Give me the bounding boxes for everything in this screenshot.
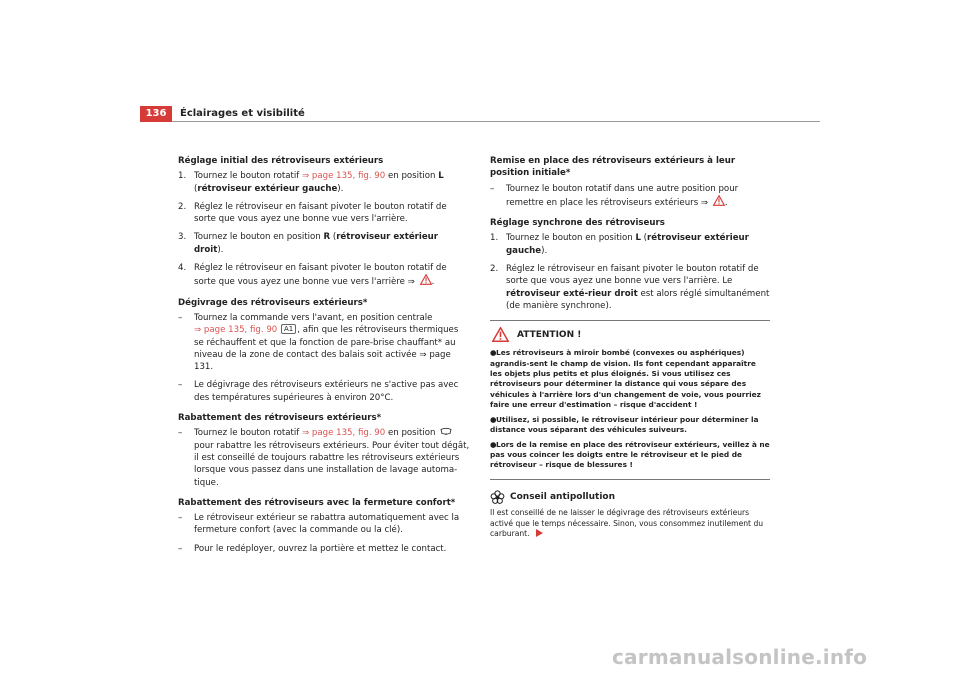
item-marker: 3.	[178, 232, 187, 243]
page-number: 136	[140, 106, 172, 122]
list-item: – Le rétroviseur extérieur se rabattra automatiquement avec la fermeture confort (avec la commande ou la clé).	[178, 513, 460, 536]
item-marker: –	[490, 183, 495, 194]
list-item: 1. Tournez le bouton en position L (rétroviseur extérieur gauche).	[490, 233, 749, 256]
position-badge: A1	[281, 324, 296, 334]
page-link[interactable]: ⇒ page 135, fig. 90	[194, 325, 278, 336]
right-column	[490, 155, 770, 540]
list-item: 1. Tournez le bouton rotatif ⇒ page 135, fig. 90 en position L (rétroviseur extérieur gauche).	[178, 171, 444, 194]
item-marker: 2.	[178, 201, 187, 212]
section-heading-defrost: Dégivrage des rétroviseurs extérieurs*	[178, 297, 368, 308]
attention-bullet: ● Lors de la remise en place des rétroviseur extérieurs, veillez à ne pas vous coincer les doigts entre le rétroviseur et le pied de rétroviseur – risque de blessures !	[490, 439, 770, 470]
list-item: 4. Réglez le rétroviseur en faisant pivoter le bouton rotatif de sorte que vous ayez une bonne vue vers l'arrière ⇒ .	[178, 263, 447, 288]
list-item: 2. Réglez le rétroviseur en faisant pivoter le bouton rotatif de sorte que vous ayez une bonne vue vers l'arrière. Le rétroviseur exté-rieur droit est alors réglé simultanément (de manière synchrone).	[490, 264, 770, 311]
item-marker: –	[178, 312, 183, 323]
eco-tip-title: Conseil antipollution	[510, 492, 616, 503]
watermark: carmanualsonline.info	[612, 645, 868, 669]
item-marker: 4.	[178, 263, 187, 274]
eco-tip	[490, 490, 770, 540]
page-link[interactable]: ⇒ page 135, fig. 90	[301, 428, 386, 439]
item-marker: –	[178, 428, 183, 439]
left-column	[178, 155, 470, 561]
attention-box	[490, 320, 770, 479]
eco-tip-text: Il est conseillé de ne laisser le dégivrage des rétroviseurs extérieurs activé que le temps nécessaire. Sinon, vous consommez inutilement du carburant.	[490, 507, 764, 539]
section-heading-fold: Rabattement des rétroviseurs extérieurs*	[178, 413, 382, 424]
attention-bullet: ● Les rétroviseurs à miroir bombé (convexes ou asphériques) agrandis-sent le champ de vision. Ils font cependant apparaître les objets plus petits et plus éloignés. Si vous utilisez ces rétroviseurs pour déterminer la distance qui vous sépare des véhicules à l'arrière lors d'un changement de voie, vous pourriez faire une erreur d'estimation – risque d'accident !	[490, 348, 761, 410]
page-link[interactable]: ⇒ page 135, fig. 90	[301, 171, 386, 182]
warning-triangle-icon[interactable]	[713, 195, 725, 206]
page-header	[140, 106, 820, 122]
mirror-fold-icon	[440, 427, 452, 435]
next-page-arrow-icon[interactable]	[536, 529, 543, 537]
section-heading-initial-adjust: Réglage initial des rétroviseurs extérieurs	[178, 156, 384, 166]
list-item: 3. Tournez le bouton en position R (rétroviseur extérieur droit).	[178, 232, 439, 255]
item-marker: 1.	[490, 233, 499, 244]
attention-title: ATTENTION !	[517, 329, 582, 340]
section-heading-reset-position: Remise en place des rétroviseurs extérieurs à leur position initiale*	[490, 156, 736, 179]
eco-tip-header	[490, 490, 770, 505]
warning-triangle-icon[interactable]	[420, 274, 432, 285]
attention-header	[490, 327, 770, 342]
eco-flower-icon	[490, 490, 505, 505]
item-marker: –	[178, 513, 183, 524]
warning-triangle-icon	[492, 327, 509, 342]
item-marker: 2.	[490, 264, 499, 275]
item-marker: 1.	[178, 171, 187, 182]
section-heading-synchronous: Réglage synchrone des rétroviseurs	[490, 218, 665, 229]
list-item: – Tournez le bouton rotatif ⇒ page 135, fig. 90 en position pour rabattre les rétroviseurs extérieurs. Pour éviter tout dégât, il est conseillé de toujours rabattre les rétroviseurs extérieurs lorsque vous passez dans une installation de lavage automa-tique.	[178, 428, 470, 488]
section-heading-comfort-close: Rabattement des rétroviseurs avec la fermeture confort*	[178, 497, 456, 508]
list-item: – Tournez le bouton rotatif dans une autre position pour remettre en place les rétroviseurs extérieurs ⇒ .	[490, 183, 739, 208]
list-item: – Le dégivrage des rétroviseurs extérieurs ne s'active pas avec des températures supérieures à environ 20°C.	[178, 380, 459, 403]
item-marker: –	[178, 543, 183, 554]
list-item: – Tournez la commande vers l'avant, en position centrale ⇒ page 135, fig. 90 A1 , afin que les rétroviseurs thermiques se réchauffent et que la fonction de pare-brise chauffant* au niveau de la zone de contact des balais soit activée ⇒ page 131.	[178, 312, 459, 373]
list-item: – Pour le redéployer, ouvrez la portière et mettez le contact.	[178, 543, 447, 554]
attention-bullet: ● Utilisez, si possible, le rétroviseur intérieur pour déterminer la distance vous séparant des véhicules suiveurs.	[490, 414, 759, 435]
chapter-title: Éclairages et visibilité	[180, 108, 305, 119]
item-marker: –	[178, 380, 183, 391]
list-item: 2. Réglez le rétroviseur en faisant pivoter le bouton rotatif de sorte que vous ayez une bonne vue vers l'arrière.	[178, 201, 447, 225]
header-rule	[172, 121, 820, 122]
attention-list	[490, 348, 770, 470]
